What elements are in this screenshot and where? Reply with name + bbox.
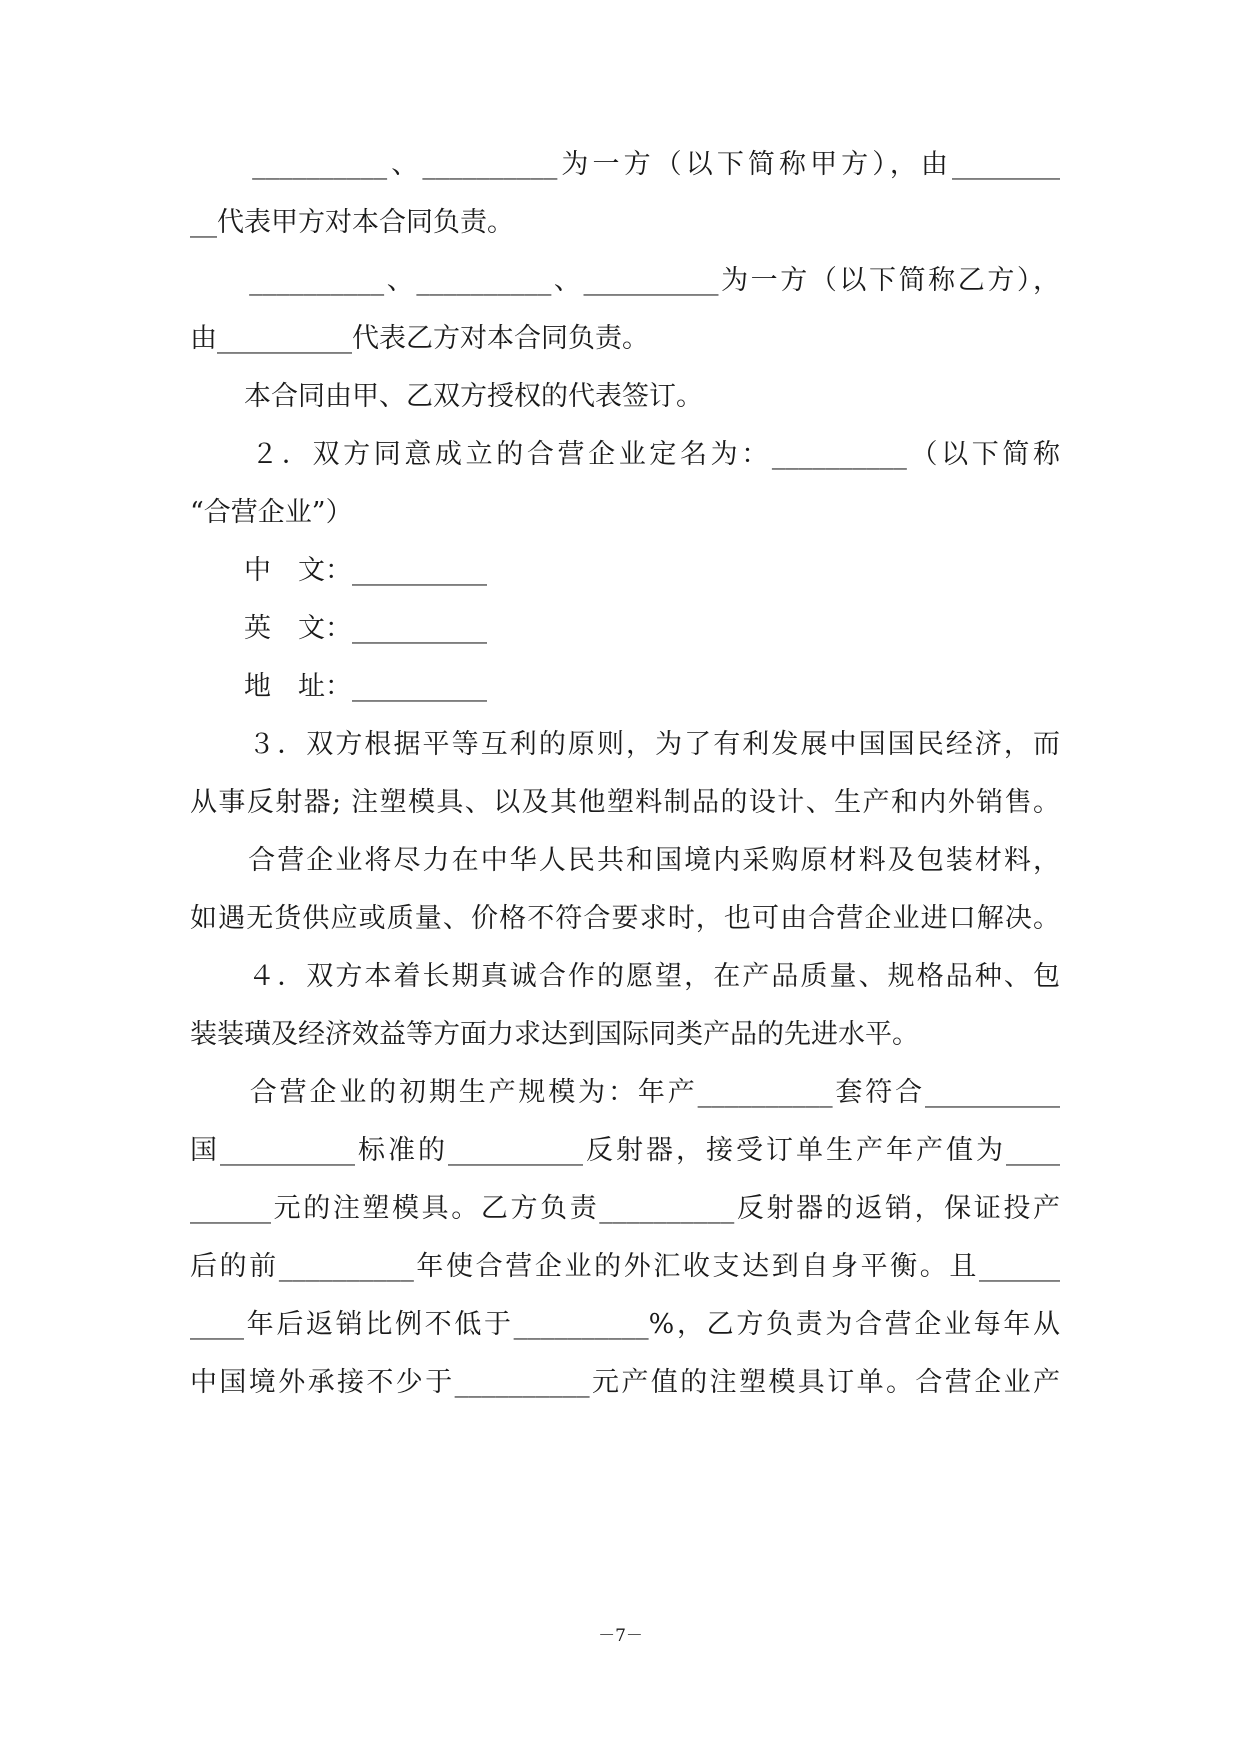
text-line: 中国境外承接不少于__________元产值的注塑模具订单。合营企业产 <box>190 1367 1060 1398</box>
text-line: 合营企业的初期生产规模为：年产__________套符合__________ <box>190 1077 1060 1108</box>
text-line: 如遇无货供应或质量、价格不符合要求时，也可由合营企业进口解决。 <box>190 903 1060 934</box>
text-line: 本合同由甲、乙双方授权的代表签订。 <box>190 381 703 412</box>
text-line: __________、__________为一方（以下简称甲方），由________ <box>190 149 1060 180</box>
text-line: 中 文：__________ <box>190 555 487 586</box>
page-number: －7－ <box>598 1626 643 1646</box>
text-line: ２．双方同意成立的合营企业定名为：__________（以下简称 <box>190 439 1060 470</box>
text-line: 后的前__________年使合营企业的外汇收支达到自身平衡。且______ <box>190 1251 1060 1282</box>
text-line: 地 址：__________ <box>190 671 487 702</box>
text-line: 装装璜及经济效益等方面力求达到国际同类产品的先进水平。 <box>190 1019 919 1050</box>
text-line: ４．双方本着长期真诚合作的愿望，在产品质量、规格品种、包 <box>190 961 1060 992</box>
text-line: __代表甲方对本合同负责。 <box>190 207 514 238</box>
text-line: ____年后返销比例不低于__________%，乙方负责为合营企业每年从 <box>190 1309 1060 1340</box>
text-line: 国__________标准的__________反射器，接受订单生产年产值为____ <box>190 1135 1060 1166</box>
text-line: “合营企业”） <box>190 497 353 528</box>
text-line: __________、__________、__________为一方（以下简称乙方）， <box>190 265 1060 296</box>
text-line: 从事反射器; 注塑模具、以及其他塑料制品的设计、生产和内外销售。 <box>190 787 1060 818</box>
text-line: ３．双方根据平等互利的原则，为了有利发展中国国民经济，而 <box>190 729 1060 760</box>
text-line: 英 文：__________ <box>190 613 487 644</box>
text-line: 合营企业将尽力在中华人民共和国境内采购原材料及包装材料， <box>190 845 1060 876</box>
text-line: 由__________代表乙方对本合同负责。 <box>190 323 649 354</box>
text-line: ______元的注塑模具。乙方负责__________反射器的返销，保证投产 <box>190 1193 1060 1224</box>
